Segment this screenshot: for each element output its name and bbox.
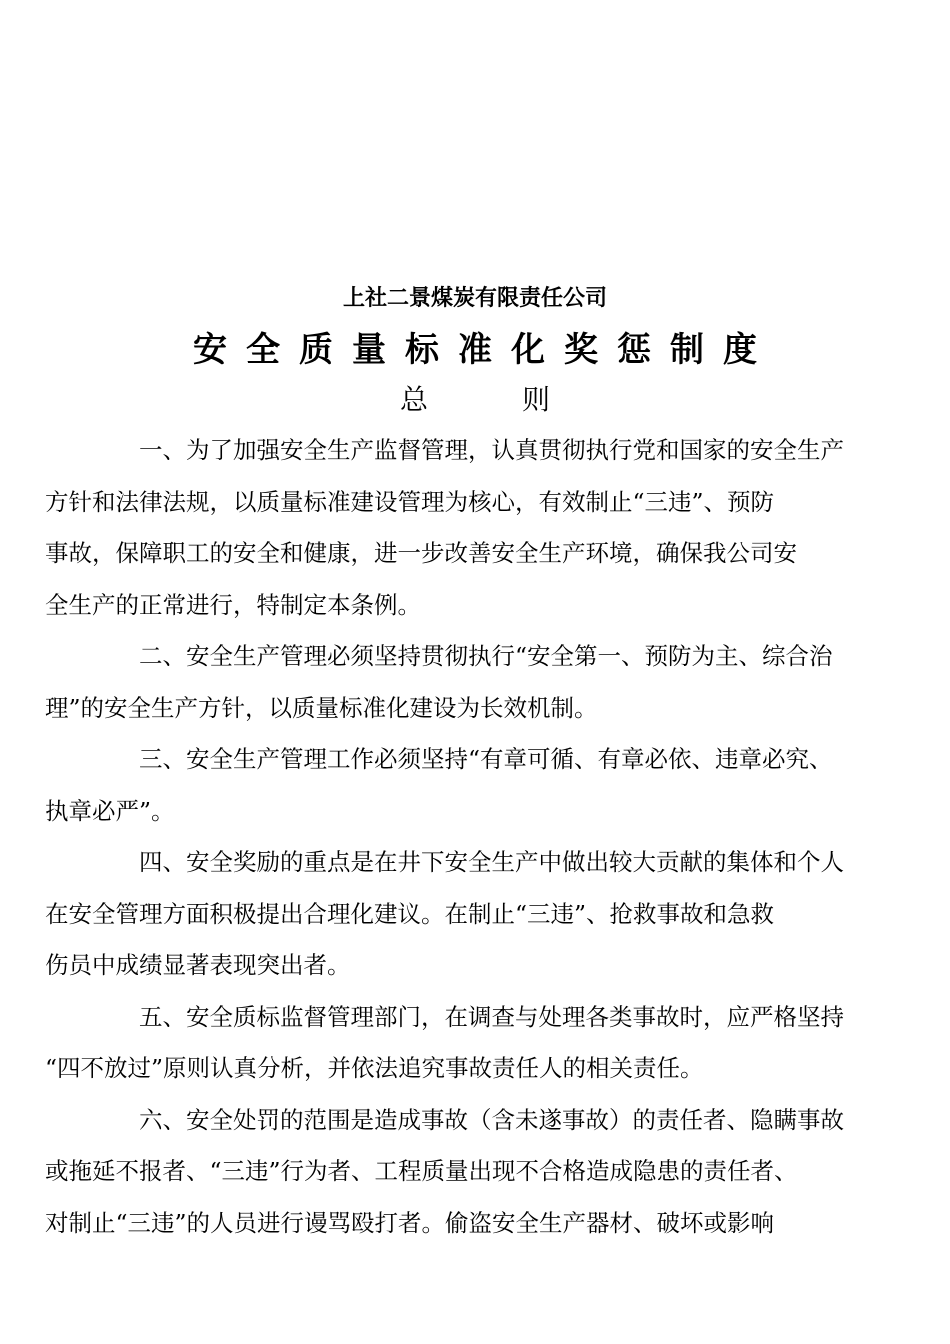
paragraph-line: 四、安全奖励的重点是在井下安全生产中做出较大贡献的集体和个人 (139, 848, 844, 876)
paragraph-line: 在安全管理方面积极提出合理化建议。在制止“三违”、抢救事故和急救 (45, 899, 775, 928)
document-title: 安全质量标准化奖惩制度 (193, 330, 776, 370)
document-body (45, 425, 870, 1249)
section-heading (0, 380, 950, 420)
paragraph-line: 一、为了加强安全生产监督管理，认真贯彻执行党和国家的安全生产 (139, 436, 844, 464)
paragraph-4 (45, 837, 870, 992)
company-name: 上社二景煤炭有限责任公司 (342, 286, 607, 311)
paragraph-line: 五、安全质标监督管理部门，在调查与处理各类事故时，应严格坚持 (139, 1002, 844, 1031)
paragraph-3 (45, 734, 870, 837)
paragraph-5 (45, 992, 870, 1095)
paragraph-line: 全生产的正常进行，特制定本条例。 (45, 590, 421, 619)
paragraph-line: 理”的安全生产方针，以质量标准化建设为长效机制。 (45, 693, 598, 722)
paragraph-2 (45, 631, 870, 734)
paragraph-line: “四不放过”原则认真分析，并依法追究事故责任人的相关责任。 (45, 1054, 704, 1082)
paragraph-line: 二、安全生产管理必须坚持贯彻执行“安全第一、预防为主、综合治 (139, 642, 833, 670)
paragraph-6 (45, 1095, 870, 1250)
paragraph-line: 对制止“三违”的人员进行谩骂殴打者。偷盗安全生产器材、破坏或影响 (45, 1208, 775, 1237)
paragraph-line: 三、安全生产管理工作必须坚持“有章可循、有章必依、违章必究、 (139, 745, 833, 773)
paragraph-line: 伤员中成绩显著表现突出者。 (45, 951, 351, 979)
paragraph-line: 事故，保障职工的安全和健康，进一步改善安全生产环境，确保我公司安 (45, 539, 797, 567)
paragraph-line: 或拖延不报者、“三违”行为者、工程质量出现不合格造成隐患的责任者、 (45, 1157, 798, 1185)
paragraph-1 (45, 425, 870, 631)
section-heading-right: 则 (522, 383, 551, 416)
paragraph-line: 六、安全处罚的范围是造成事故（含未遂事故）的责任者、隐瞒事故 (139, 1105, 844, 1134)
section-heading-left: 总 (399, 383, 428, 416)
paragraph-line: 执章必严”。 (45, 796, 175, 825)
paragraph-line: 方针和法律法规，以质量标准建设管理为核心，有效制止“三违”、预防 (45, 487, 775, 516)
